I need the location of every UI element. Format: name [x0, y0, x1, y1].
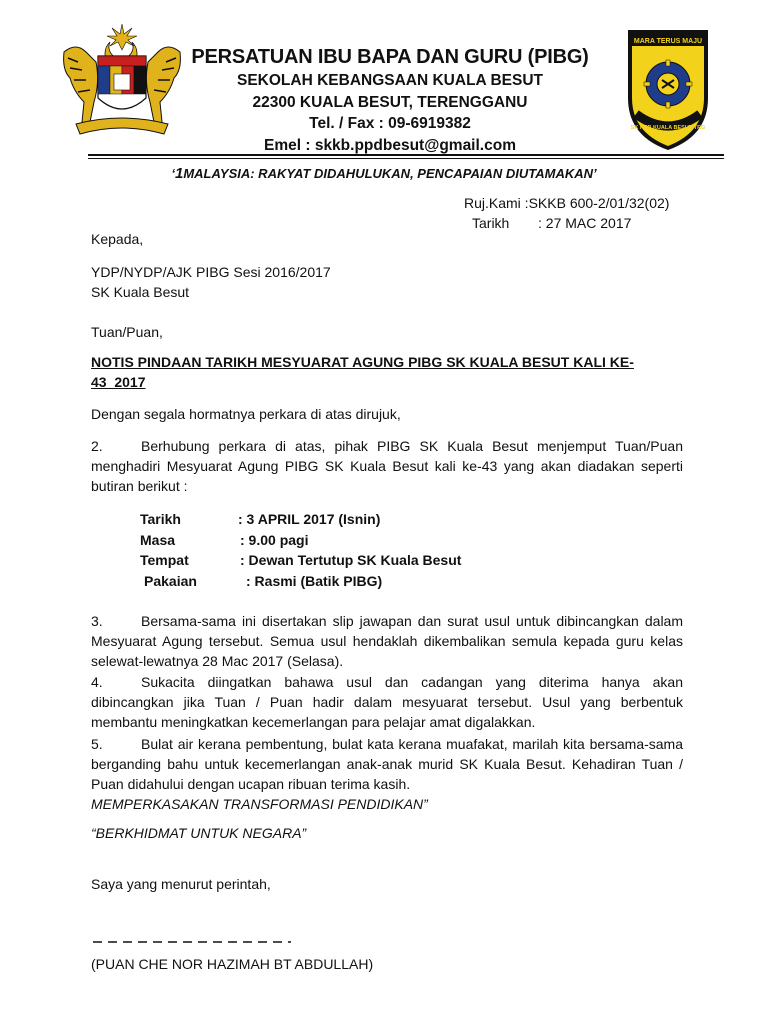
detail-value-pakaian: : Rasmi (Batik PIBG)	[246, 572, 383, 589]
paragraph-3: 3. Bersama-sama ini disertakan slip jawapan dan surat usul untuk dibincangkan dalam Mesyuarat Agung tersebut. Semua usul hendaklah dikembalikan semula kepada guru kelas selewat-lewatnya 28 Mac 2017 (Selasa).	[91, 613, 683, 669]
recipient-line1: YDP/NYDP/AJK PIBG Sesi 2016/2017	[91, 264, 331, 280]
school-badge-logo	[626, 28, 710, 152]
date-label: Tarikh	[472, 215, 510, 231]
email: Emel : skkb.ppdbesut@gmail.com	[264, 136, 516, 154]
motto-2: “BERKHIDMAT UNTUK NEGARA”	[91, 825, 307, 841]
paragraph-5: 5. Bulat air kerana pembentung, bulat kata kerana muafakat, marilah kita bersama-sama berganding bahu untuk kecemerlangan anak-anak murid SK Kuala Besut. Kehadiran Tuan / Puan didahului dengan ucapan ribuan terima kasih.	[91, 736, 683, 792]
paragraph-2: 2. Berhubung perkara di atas, pihak PIBG SK Kuala Besut menjemput Tuan/Puan menghadiri Mesyuarat Agung PIBG SK Kuala Besut kali ke-43 yang akan diadakan seperti butiran berikut :	[91, 438, 683, 494]
detail-label-masa: Masa	[140, 531, 176, 548]
signature-line	[91, 936, 295, 946]
detail-value-masa: : 9.00 pagi	[240, 531, 309, 548]
opening-line: Dengan segala hormatnya perkara di atas dirujuk,	[91, 406, 401, 422]
subject-heading: NOTIS PINDAAN TARIKH MESYUARAT AGUNG PIBG SK KUALA BESUT KALI KE- 43 2017	[91, 354, 634, 390]
detail-value-tarikh: : 3 APRIL 2017 (Isnin)	[238, 511, 381, 527]
meeting-details	[140, 509, 461, 591]
header-rule-thin	[88, 158, 724, 159]
kepada: Kepada,	[91, 231, 144, 247]
organization-title: PERSATUAN IBU BAPA DAN GURU (PIBG)	[191, 46, 589, 68]
badge-bottom-text: SK KEB KUALA BESUT TRG	[630, 125, 706, 131]
ref-value: SKKB 600-2/01/32(02)	[528, 195, 670, 211]
closing-line: Saya yang menurut perintah,	[91, 876, 271, 892]
motto-1: MEMPERKASAKAN TRANSFORMASI PENDIDIKAN”	[91, 796, 428, 812]
detail-label-tempat: Tempat	[140, 552, 189, 568]
salutation: Tuan/Puan,	[91, 324, 163, 340]
header-rule	[88, 154, 724, 156]
school-address: 22300 KUALA BESUT, TERENGGANU	[252, 93, 528, 111]
badge-top-text: MARA TERUS MAJU	[633, 38, 703, 45]
coat-of-arms-logo	[56, 22, 188, 142]
detail-label-tarikh: Tarikh	[140, 511, 181, 527]
school-name: SEKOLAH KEBANGSAAN KUALA BESUT	[237, 72, 543, 89]
detail-label-pakaian: Pakaian	[144, 572, 197, 589]
paragraph-4: 4. Sukacita diingatkan bahawa usul dan cadangan yang diterima hanya akan dibincangkan jika Tuan / Puan hadir dalam mesyuarat tersebut. Usul yang berbentuk membantu meningkatkan kecemerlangan para pelajar amat digalakkan.	[91, 674, 683, 730]
reference-block	[464, 193, 669, 233]
signatory-name: (PUAN CHE NOR HAZIMAH BT ABDULLAH)	[91, 956, 374, 972]
date-value: : 27 MAC 2017	[538, 215, 632, 231]
phone-fax: Tel. / Fax : 09-6919382	[309, 115, 471, 132]
detail-value-tempat: : Dewan Tertutup SK Kuala Besut	[240, 552, 462, 568]
ref-label: Ruj.Kami :	[464, 195, 529, 211]
recipient-line2: SK Kuala Besut	[91, 284, 190, 300]
letterhead	[190, 44, 590, 156]
slogan: ‘1MALAYSIA: RAKYAT DIDAHULUKAN, PENCAPAIAN DIUTAMAKAN’	[171, 165, 597, 182]
